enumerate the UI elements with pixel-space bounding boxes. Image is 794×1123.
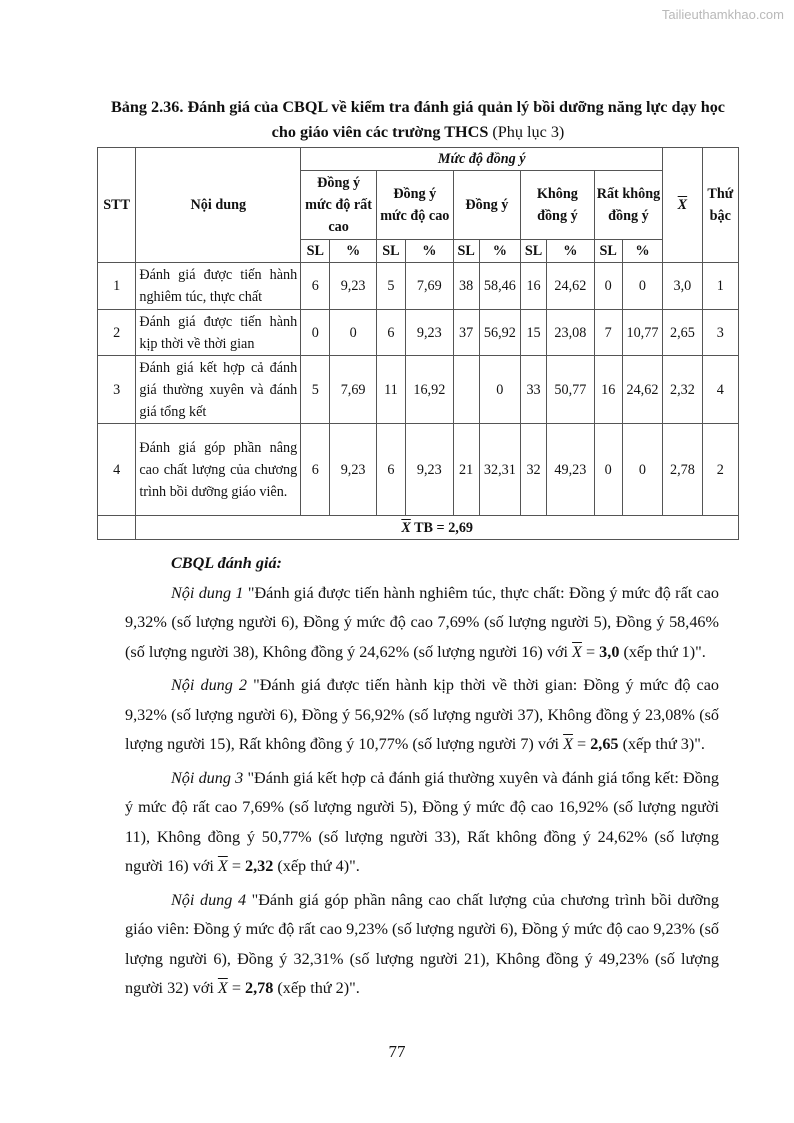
cell: 0 [330,310,377,356]
cell-stt: 3 [98,356,136,424]
cell: 32,31 [479,424,520,516]
paragraph-content-2: Nội dung 2 "Đánh giá được tiến hành kịp thời về thời gian: Đồng ý mức độ cao 9,32% (số lượng người 6), Đồng ý 56,92% (số lượng người 37), Không đồng ý 23,08% (số lượng người 15), Rất không đồng ý 10,77% (số lượng người 7) với $\overline{X} = 2,65$ (xếp thứ 3)". [125,676,719,753]
cell: 0 [594,424,622,516]
cell: 0 [622,424,663,516]
cell-stt: 4 [98,424,136,516]
section-heading: CBQL đánh giá: [171,554,282,572]
header-level-4: Không đồng ý [521,171,595,240]
cell: 11 [376,356,405,424]
cell: 15 [521,310,547,356]
cell-stt: 2 [98,310,136,356]
header-pct: % [622,240,663,263]
cell: 38 [453,263,479,310]
table-row [98,356,739,424]
table-row [98,263,739,310]
cell-mean: 2,65 [663,310,702,356]
header-rank: Thứ bậc [702,148,738,263]
cell: 10,77 [622,310,663,356]
cell: 16 [521,263,547,310]
header-pct: % [479,240,520,263]
cell: 7,69 [405,263,453,310]
header-level-3: Đồng ý [453,171,520,240]
cell: 9,23 [405,310,453,356]
cell: 5 [376,263,405,310]
cell [453,356,479,424]
footer-empty-cell [98,516,136,540]
cell-rank: 1 [702,263,738,310]
cell: 32 [521,424,547,516]
header-content: Nội dung [136,148,301,263]
cell-mean: 2,78 [663,424,702,516]
cell: 6 [301,263,330,310]
cell: 16,92 [405,356,453,424]
header-stt: STT [98,148,136,263]
footer-mean-total: $\overline{X}$ TB = 2,69 [136,516,739,540]
cell: 24,62 [547,263,595,310]
caption-title: Bảng 2.36. Đánh giá của CBQL về kiểm tra đánh giá quản lý bồi dưỡng năng lực dạy học cho giáo viên các trường THCS [111,98,725,141]
cell: 58,46 [479,263,520,310]
header-pct: % [330,240,377,263]
cell-mean: 2,32 [663,356,702,424]
cell: 6 [376,424,405,516]
paragraph-content-1: Nội dung 1 "Đánh giá được tiến hành nghiêm túc, thực chất: Đồng ý mức độ rất cao 9,32% (số lượng người 6), Đồng ý mức độ cao 7,69% (số lượng người 5), Đồng ý 58,46% (số lượng người 38), Không đồng ý 24,62% (số lượng người 16) với $\overline{X} = 3,0$ (xếp thứ 1)". [125,583,720,661]
header-sl: SL [301,240,330,263]
cell: 9,23 [330,424,377,516]
cell-content: Đánh giá được tiến hành kịp thời về thời gian [136,310,301,356]
cell: 37 [453,310,479,356]
cell: 9,23 [330,263,377,310]
cell: 6 [376,310,405,356]
header-pct: % [547,240,595,263]
caption-note: (Phụ lục 3) [488,123,565,141]
cell: 49,23 [547,424,595,516]
paragraph-content-3: Nội dung 3 "Đánh giá kết hợp cả đánh giá thường xuyên và đánh giá tổng kết: Đồng ý mức độ rất cao 7,69% (số lượng người 5), Đồng ý mức độ cao 16,92% (số lượng người 11), Không đồng ý 50,77% (số lượng người 33), Rất không đồng ý 24,62% (số lượng người 16) với $\overline{X} = 2,32$ (xếp thứ 4)". [125,768,719,875]
cell-rank: 3 [702,310,738,356]
cell: 24,62 [622,356,663,424]
analysis-text [125,549,719,1004]
header-mean: $\overline{X}$ [663,148,702,263]
watermark: Tailieuthamkhao.com [661,7,784,22]
header-level-5: Rất không đồng ý [594,171,663,240]
page-number: 77 [388,1042,406,1061]
header-agreement-level: Mức độ đồng ý [301,148,663,171]
cell: 56,92 [479,310,520,356]
header-sl: SL [521,240,547,263]
cell: 21 [453,424,479,516]
header-sl: SL [594,240,622,263]
cell: 6 [301,424,330,516]
header-level-2: Đồng ý mức độ cao [376,171,453,240]
table-row [98,424,739,516]
cell: 9,23 [405,424,453,516]
cell: 23,08 [547,310,595,356]
cell-content: Đánh giá được tiến hành nghiêm túc, thực chất [136,263,301,310]
header-sl: SL [453,240,479,263]
cell-rank: 2 [702,424,738,516]
evaluation-table [97,147,739,540]
cell: 7,69 [330,356,377,424]
cell: 50,77 [547,356,595,424]
cell: 0 [594,263,622,310]
paragraph-content-4: Nội dung 4 "Đánh giá góp phần nâng cao chất lượng của chương trình bồi dưỡng giáo viên: Đồng ý mức độ rất cao 9,23% (số lượng người 6), Đồng ý mức độ cao 9,23% (số lượng người 6), Đồng ý 32,31% (số lượng người 21), Không đồng ý 49,23% (số lượng người 32) với $\overline{X} = 2,78$ (xếp thứ 2)". [125,890,719,997]
cell: 0 [479,356,520,424]
header-sl: SL [376,240,405,263]
cell: 33 [521,356,547,424]
cell-mean: 3,0 [663,263,702,310]
cell: 5 [301,356,330,424]
header-level-1: Đồng ý mức độ rất cao [301,171,377,240]
cell: 16 [594,356,622,424]
cell-content: Đánh giá kết hợp cả đánh giá thường xuyên và đánh giá tổng kết [136,356,301,424]
cell: 0 [301,310,330,356]
cell-rank: 4 [702,356,738,424]
cell-content: Đánh giá góp phần nâng cao chất lượng của chương trình bồi dưỡng giáo viên. [136,424,301,516]
cell: 0 [622,263,663,310]
table-caption [98,95,738,145]
table-footer-row [98,516,739,540]
table-row [98,310,739,356]
cell: 7 [594,310,622,356]
cell-stt: 1 [98,263,136,310]
header-pct: % [405,240,453,263]
